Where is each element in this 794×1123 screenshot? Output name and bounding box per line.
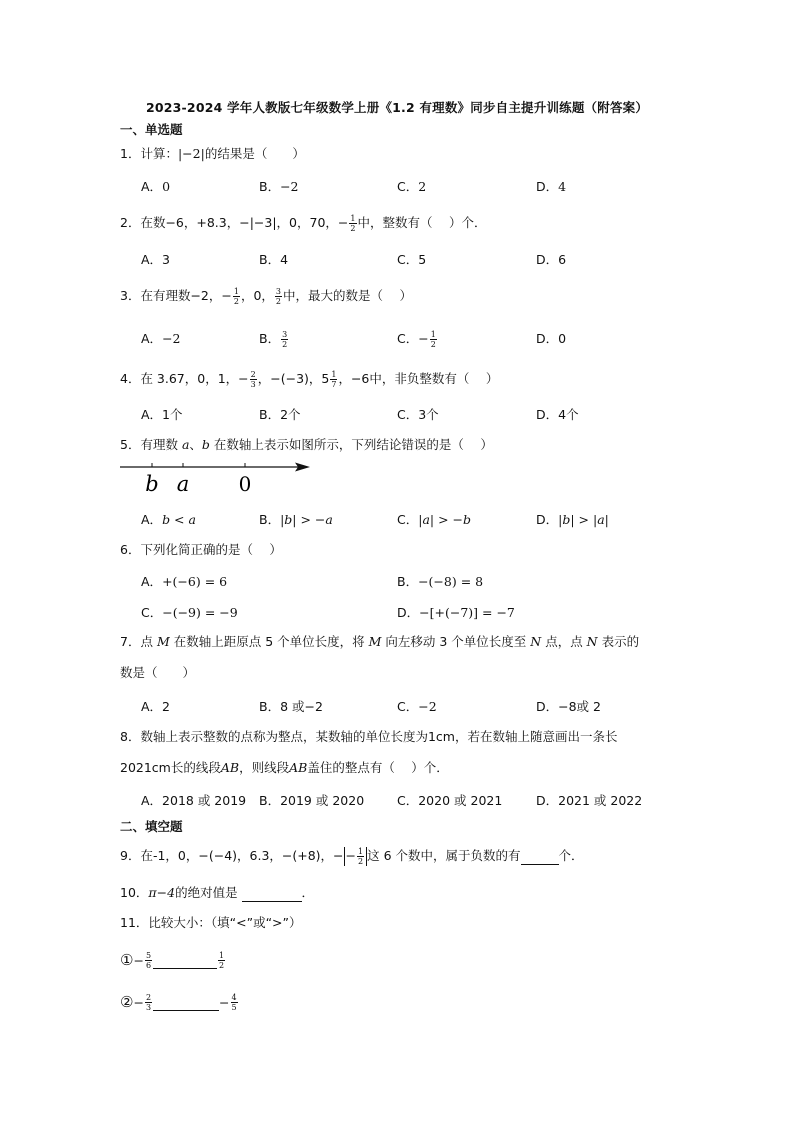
question-text: ，0，: [240, 288, 274, 303]
question-5: [120, 437, 493, 453]
circled-number-2: ②: [120, 993, 134, 1011]
option-d[interactable]: D．−8或 2: [536, 699, 601, 714]
option-c[interactable]: C．− $\frac{1}{2}$: [397, 330, 436, 349]
option-a[interactable]: A．+(−6) = 6: [141, 574, 228, 589]
label-b: b: [145, 472, 159, 496]
variable-n: N: [530, 634, 542, 649]
question-1: [120, 146, 305, 162]
question-6: [120, 542, 282, 558]
option-c[interactable]: C．−2: [397, 699, 437, 714]
options-q1: [141, 177, 701, 195]
math-expression: π−4: [148, 885, 176, 900]
mixed-fraction: $\frac{1}{7}$: [331, 370, 337, 389]
question-text: 2021cm长的线段: [120, 760, 221, 775]
question-number: 6．: [120, 542, 141, 557]
question-number: 5．: [120, 437, 141, 452]
question-text: 在数轴上距原点 5 个单位长度，将: [169, 634, 369, 649]
minus-sign: −: [238, 371, 249, 386]
question-8-line2: [120, 760, 449, 776]
question-number: 10．: [120, 885, 149, 900]
option-b[interactable]: B．2个: [259, 407, 301, 422]
circled-number-1: ①: [120, 951, 134, 969]
option-b[interactable]: B．8 或−2: [259, 699, 323, 714]
option-a[interactable]: A．1个: [141, 407, 183, 422]
option-d[interactable]: D．2021 或 2022: [536, 793, 643, 808]
options-q5: [141, 510, 701, 528]
question-text: 这 6 个数中，属于负数的有: [367, 848, 521, 863]
question-text: 在数−6，+8.3，−|−3|，0，70，: [140, 215, 338, 230]
options-q2: [141, 250, 701, 268]
question-text: 在数轴上表示如图所示，下列结论错误的是（ ）: [209, 437, 493, 452]
fraction: $\frac{1}{2}$: [350, 214, 356, 233]
option-c[interactable]: C．5: [397, 252, 427, 267]
question-2: [120, 214, 486, 233]
option-d[interactable]: D．4个: [536, 407, 579, 422]
question-text: 表示的: [597, 634, 640, 649]
option-b[interactable]: B． $\frac{3}{2}$: [259, 330, 288, 349]
question-8-line1: [120, 729, 617, 745]
label-zero: 0: [238, 472, 252, 496]
number-line-diagram: [120, 458, 320, 498]
label-a: a: [176, 472, 190, 496]
option-d[interactable]: D．|b| > |a|: [536, 512, 609, 527]
answer-blank[interactable]: [153, 994, 219, 1011]
page-title: 2023-2024 学年人教版七年级数学上册《1.2 有理数》同步自主提升训练题（附答案）: [145, 100, 649, 115]
question-text: 在-1，0，−(−4)，6.3，−(+8)，−: [140, 848, 344, 863]
question-10: [120, 885, 314, 902]
question-number: 4．: [120, 371, 141, 386]
question-number: 7．: [120, 634, 141, 649]
section-single-choice: 一、单选题: [120, 122, 183, 137]
question-text: 中，最大的数是（ ）: [283, 288, 412, 303]
fraction: $\frac{1}{2}$: [233, 287, 239, 306]
variable-m: M: [156, 634, 170, 649]
question-11-part2: ②− $\frac{2}{3}$ − $\frac{4}{5}$: [120, 993, 237, 1012]
question-text: 下列化简正确的是（ ）: [140, 542, 282, 557]
options-q8: [141, 791, 701, 809]
fraction: $\frac{4}{5}$: [231, 993, 237, 1012]
option-b[interactable]: B．2019 或 2020: [259, 793, 365, 808]
question-number: 8．: [120, 729, 141, 744]
question-7-line1: [120, 634, 639, 650]
question-text: 点，点: [541, 634, 587, 649]
option-a[interactable]: A．0: [141, 179, 171, 194]
minus-sign: −: [221, 288, 232, 303]
variable-a: a: [181, 437, 190, 452]
fraction: $\frac{2}{3}$: [145, 993, 152, 1012]
question-11-part1: ①− $\frac{5}{6}$ $\frac{1}{2}$: [120, 951, 225, 970]
option-c[interactable]: C．−(−9) = −9: [141, 605, 238, 620]
option-a[interactable]: A．b < a: [141, 512, 196, 527]
question-text: 计算：: [140, 146, 178, 161]
question-number: 9．: [120, 848, 141, 863]
fraction: $\frac{3}{2}$: [275, 287, 282, 306]
fraction: $\frac{1}{2}$: [219, 951, 225, 970]
question-text: 中，整数有（ ）个．: [357, 215, 487, 230]
question-text: 、: [189, 437, 202, 452]
answer-blank[interactable]: [153, 952, 217, 969]
question-text: 的结果是（ ）: [204, 146, 305, 161]
question-11: [120, 915, 302, 931]
question-7-line2: 数是（ ）: [120, 665, 196, 680]
question-text: 向左移动 3 个单位长度至: [381, 634, 531, 649]
question-text: 在有理数−2，: [140, 288, 222, 303]
question-number: 3．: [120, 288, 141, 303]
option-c[interactable]: C．3个: [397, 407, 439, 422]
fraction: $\frac{2}{3}$: [250, 370, 256, 389]
fraction: $\frac{5}{6}$: [145, 951, 152, 970]
question-text: ，则线段: [239, 760, 290, 775]
variable-m: M: [368, 634, 382, 649]
question-text: 点: [140, 634, 157, 649]
question-number: 11．: [120, 915, 149, 930]
options-q7: [141, 697, 701, 715]
options-q6-row1: [141, 572, 701, 590]
question-text: 有理数: [140, 437, 182, 452]
options-q4: [141, 405, 701, 423]
section-fill-blank: 二、填空题: [120, 819, 183, 834]
option-a[interactable]: A．−2: [141, 331, 181, 346]
absolute-value: − $\frac{1}{2}$: [344, 847, 368, 866]
option-d[interactable]: D．−[+(−7)] = −7: [397, 605, 515, 620]
minus-sign: −: [337, 215, 349, 230]
option-b[interactable]: B．−(−8) = 8: [397, 574, 484, 589]
option-b[interactable]: B．|b| > −a: [259, 512, 333, 527]
question-number: 1．: [120, 146, 141, 161]
option-c[interactable]: C．2020 或 2021: [397, 793, 503, 808]
math-expression: |−2|: [177, 146, 205, 161]
question-number: 2．: [120, 215, 141, 230]
question-text: 在 3.67，0，1，: [140, 371, 239, 386]
question-3: [120, 287, 412, 306]
question-text: 比较大小：（填“<”或“>”）: [148, 915, 302, 930]
option-a[interactable]: A．3: [141, 252, 171, 267]
options-q3: [141, 329, 701, 347]
question-9: [120, 847, 584, 866]
question-text: ．: [301, 885, 315, 900]
question-text: 盖住的整点有（ ）个．: [307, 760, 449, 775]
option-d[interactable]: D．4: [536, 179, 567, 194]
segment-ab: AB: [220, 760, 240, 775]
option-d[interactable]: D．6: [536, 252, 567, 267]
option-a[interactable]: A．2: [141, 699, 171, 714]
option-b[interactable]: B．4: [259, 252, 289, 267]
answer-blank[interactable]: [521, 848, 559, 865]
option-d[interactable]: D．0: [536, 331, 567, 346]
option-b[interactable]: B．−2: [259, 179, 299, 194]
option-c[interactable]: C．|a| > −b: [397, 512, 472, 527]
variable-n: N: [586, 634, 598, 649]
question-text: 个．: [558, 848, 584, 863]
variable-b: b: [201, 437, 210, 452]
question-text: 数轴上表示整数的点称为整点，某数轴的单位长度为1cm，若在数轴上随意画出一条长: [140, 729, 618, 744]
question-text: ，−6中，非负整数有（ ）: [338, 371, 499, 386]
question-4: [120, 370, 498, 389]
option-c[interactable]: C．2: [397, 179, 427, 194]
question-text: ，−(−3)，5: [257, 371, 330, 386]
option-a[interactable]: A．2018 或 2019: [141, 793, 247, 808]
segment-ab: AB: [289, 760, 308, 775]
options-q6-row2: [141, 603, 701, 621]
answer-blank[interactable]: [242, 885, 302, 902]
question-text: 的绝对值是: [175, 885, 242, 900]
